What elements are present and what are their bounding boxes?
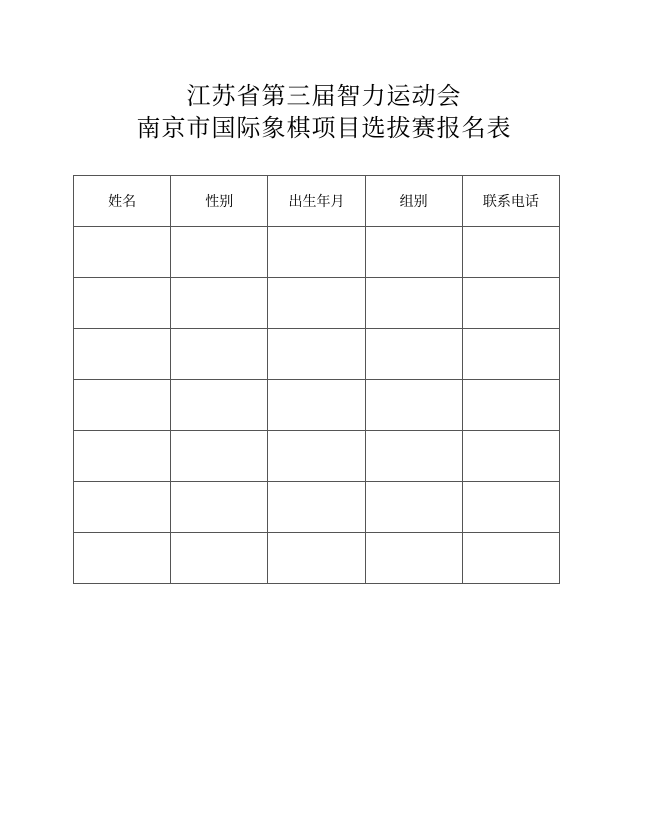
name-cell[interactable] [74, 227, 171, 278]
birth-date-cell[interactable] [268, 533, 365, 584]
group-cell[interactable] [365, 278, 462, 329]
header-group: 组别 [365, 176, 462, 227]
birth-date-cell[interactable] [268, 380, 365, 431]
group-cell[interactable] [365, 533, 462, 584]
table-header-row [74, 176, 560, 227]
group-cell[interactable] [365, 431, 462, 482]
table-row [74, 431, 560, 482]
name-cell[interactable] [74, 482, 171, 533]
title-line-1: 江苏省第三届智力运动会 [186, 82, 462, 110]
name-cell[interactable] [74, 278, 171, 329]
header-phone: 联系电话 [462, 176, 559, 227]
name-cell[interactable] [74, 329, 171, 380]
gender-cell[interactable] [171, 227, 268, 278]
table-row [74, 482, 560, 533]
phone-cell[interactable] [462, 278, 559, 329]
header-name: 姓名 [74, 176, 171, 227]
group-cell[interactable] [365, 482, 462, 533]
table-row [74, 380, 560, 431]
birth-date-cell[interactable] [268, 227, 365, 278]
birth-date-cell[interactable] [268, 482, 365, 533]
phone-cell[interactable] [462, 227, 559, 278]
name-cell[interactable] [74, 380, 171, 431]
gender-cell[interactable] [171, 431, 268, 482]
table-row [74, 227, 560, 278]
name-cell[interactable] [74, 533, 171, 584]
table-row [74, 329, 560, 380]
gender-cell[interactable] [171, 329, 268, 380]
phone-cell[interactable] [462, 329, 559, 380]
phone-cell[interactable] [462, 533, 559, 584]
registration-table [73, 175, 560, 584]
group-cell[interactable] [365, 380, 462, 431]
header-birth-date: 出生年月 [268, 176, 365, 227]
birth-date-cell[interactable] [268, 431, 365, 482]
document-title [0, 80, 648, 144]
gender-cell[interactable] [171, 482, 268, 533]
title-line-2: 南京市国际象棋项目选拔赛报名表 [136, 114, 512, 142]
gender-cell[interactable] [171, 380, 268, 431]
gender-cell[interactable] [171, 533, 268, 584]
phone-cell[interactable] [462, 431, 559, 482]
table-body [74, 227, 560, 584]
group-cell[interactable] [365, 329, 462, 380]
phone-cell[interactable] [462, 482, 559, 533]
birth-date-cell[interactable] [268, 329, 365, 380]
header-gender: 性别 [171, 176, 268, 227]
table-row [74, 278, 560, 329]
gender-cell[interactable] [171, 278, 268, 329]
table-row [74, 533, 560, 584]
group-cell[interactable] [365, 227, 462, 278]
name-cell[interactable] [74, 431, 171, 482]
birth-date-cell[interactable] [268, 278, 365, 329]
phone-cell[interactable] [462, 380, 559, 431]
